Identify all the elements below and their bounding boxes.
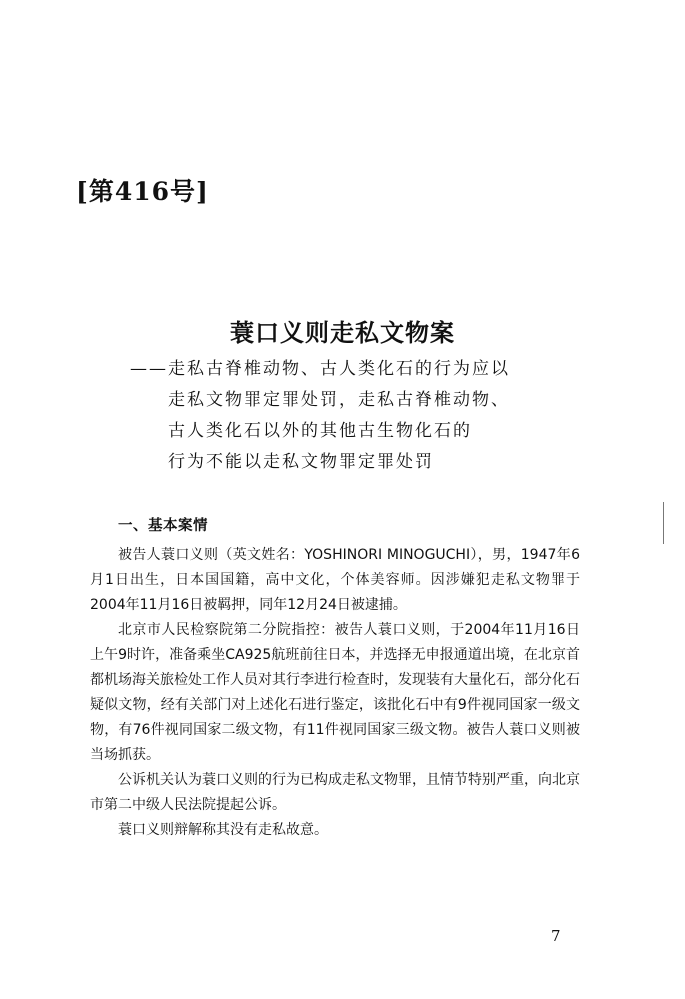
subtitle-line: 走私文物罪定罪处罚，走私古脊椎动物、 xyxy=(168,390,510,410)
paragraph: 公诉机关认为蓑口义则的行为已构成走私文物罪，且情节特别严重，向北京市第二中级人民法院提起公诉。 xyxy=(90,772,580,813)
case-number: [第416号] xyxy=(76,177,209,206)
body-text xyxy=(90,514,580,843)
case-title: 蓑口义则走私文物案 xyxy=(230,318,455,347)
paragraph: 蓑口义则辩解称其没有走私故意。 xyxy=(118,822,328,838)
section-heading: 一、基本案情 xyxy=(118,518,208,534)
page-number: 7 xyxy=(551,927,561,945)
subtitle-line: 行为不能以走私文物罪定罪处罚 xyxy=(168,452,434,472)
paragraph: 被告人蓑口义则（英文姓名：YOSHINORI MINOGUCHI），男，1947年6月1日出生，日本国国籍，高中文化，个体美容师。因涉嫌犯走私文物罪于2004年11月16日被羁押，同年12月24日被逮捕。 xyxy=(90,547,580,613)
paragraph: 北京市人民检察院第二分院指控：被告人蓑口义则，于2004年11月16日上午9时许，准备乘坐CA925航班前往日本，并选择无申报通道出境，在北京首都机场海关旅检处工作人员对其行李进行检查时，发现装有大量化石，部分化石疑似文物，经有关部门对上述化石进行鉴定，该批化石中有9件视同国家一级文物，有76件视同国家二级文物，有11件视同国家三级文物。被告人蓑口义则被当场抓获。 xyxy=(90,622,580,763)
subtitle-line: 古人类化石以外的其他古生物化石的 xyxy=(168,421,472,441)
margin-mark xyxy=(663,502,664,544)
subtitle-line: ——走私古脊椎动物、古人类化石的行为应以 xyxy=(130,359,510,379)
